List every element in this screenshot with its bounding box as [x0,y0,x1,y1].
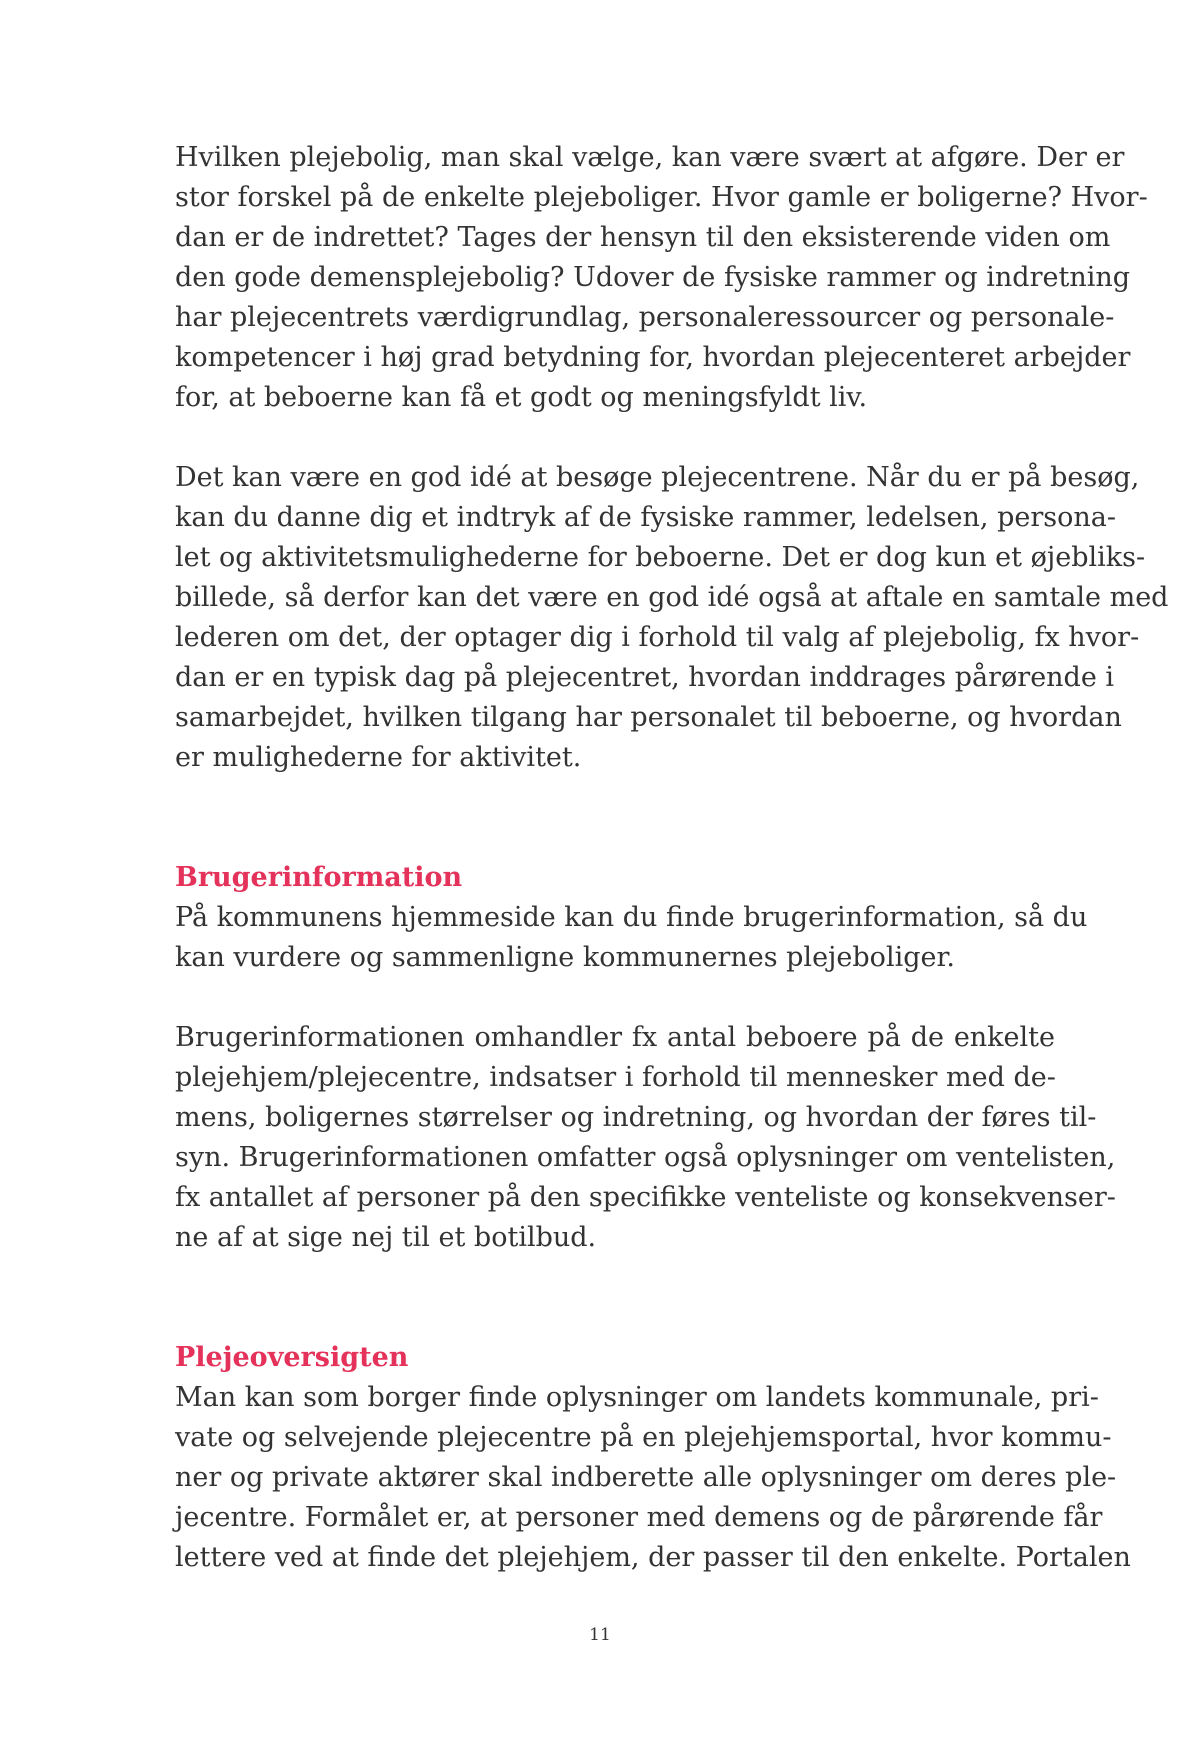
section-plejeoversigten [175,1338,1131,1578]
section-spacer [175,1258,1055,1338]
text-line: ner og private aktører skal indberette alle oplysninger om deres ple- [175,1462,1117,1493]
text-line: jecentre. Formålet er, at personer med demens og de pårørende får [175,1502,1103,1533]
text-line: fx antallet af personer på den specifikke venteliste og konsekvenser- [175,1182,1116,1213]
text-line: lederen om det, der optager dig i forhold til valg af plejebolig, fx hvor- [175,622,1140,653]
text-line: kan du danne dig et indtryk af de fysiske rammer, ledelsen, persona- [175,502,1116,533]
page-body [175,138,1169,1578]
paragraph [175,898,1088,978]
section-brugerinformation [175,858,1116,1258]
section-heading: Plejeoversigten [175,1342,409,1373]
text-line: vate og selvejende plejecentre på en plejehjemsportal, hvor kommu- [175,1422,1112,1453]
paragraph [175,1018,1116,1258]
text-line: kompetencer i høj grad betydning for, hvordan plejecenteret arbejder [175,342,1131,373]
paragraph-spacer [175,978,1055,1018]
text-line: På kommunens hjemmeside kan du finde brugerinformation, så du [175,902,1088,933]
text-line: Hvilken plejebolig, man skal vælge, kan være svært at afgøre. Der er [175,142,1125,173]
text-line: den gode demensplejebolig? Udover de fysiske rammer og indretning [175,262,1131,293]
text-line: lettere ved at finde det plejehjem, der passer til den enkelte. Portalen [175,1542,1131,1573]
text-line: Det kan være en god idé at besøge plejecentrene. Når du er på besøg, [175,462,1140,493]
section-spacer [175,778,1055,858]
text-line: dan er en typisk dag på plejecentret, hvordan inddrages pårørende i [175,662,1115,693]
text-line: stor forskel på de enkelte plejeboliger. Hvor gamle er boligerne? Hvor- [175,182,1148,213]
paragraph-intro-2 [175,458,1169,778]
text-line: kan vurdere og sammenligne kommunernes plejeboliger. [175,942,955,973]
text-line: plejehjem/plejecentre, indsatser i forhold til mennesker med de- [175,1062,1056,1093]
text-line: Man kan som borger finde oplysninger om landets kommunale, pri- [175,1382,1099,1413]
section-heading: Brugerinformation [175,862,463,893]
paragraph-intro-1 [175,138,1148,418]
text-line: mens, boligernes størrelser og indretning, og hvordan der føres til- [175,1102,1097,1133]
text-line: samarbejdet, hvilken tilgang har personalet til beboerne, og hvordan [175,702,1122,733]
text-line: har plejecentrets værdigrundlag, personaleressourcer og personale- [175,302,1115,333]
text-line: for, at beboerne kan få et godt og meningsfyldt liv. [175,382,868,413]
text-line: billede, så derfor kan det være en god idé også at aftale en samtale med [175,582,1169,613]
text-line: er mulighederne for aktivitet. [175,742,582,773]
text-line: let og aktivitetsmulighederne for beboerne. Det er dog kun et øjebliks- [175,542,1146,573]
text-line: syn. Brugerinformationen omfatter også oplysninger om ventelisten, [175,1142,1116,1173]
text-line: dan er de indrettet? Tages der hensyn til den eksisterende viden om [175,222,1111,253]
paragraph-spacer [175,418,1055,458]
text-line: ne af at sige nej til et botilbud. [175,1222,597,1253]
paragraph [175,1378,1131,1578]
page-number: 11 [589,1625,611,1645]
text-line: Brugerinformationen omhandler fx antal beboere på de enkelte [175,1022,1055,1053]
